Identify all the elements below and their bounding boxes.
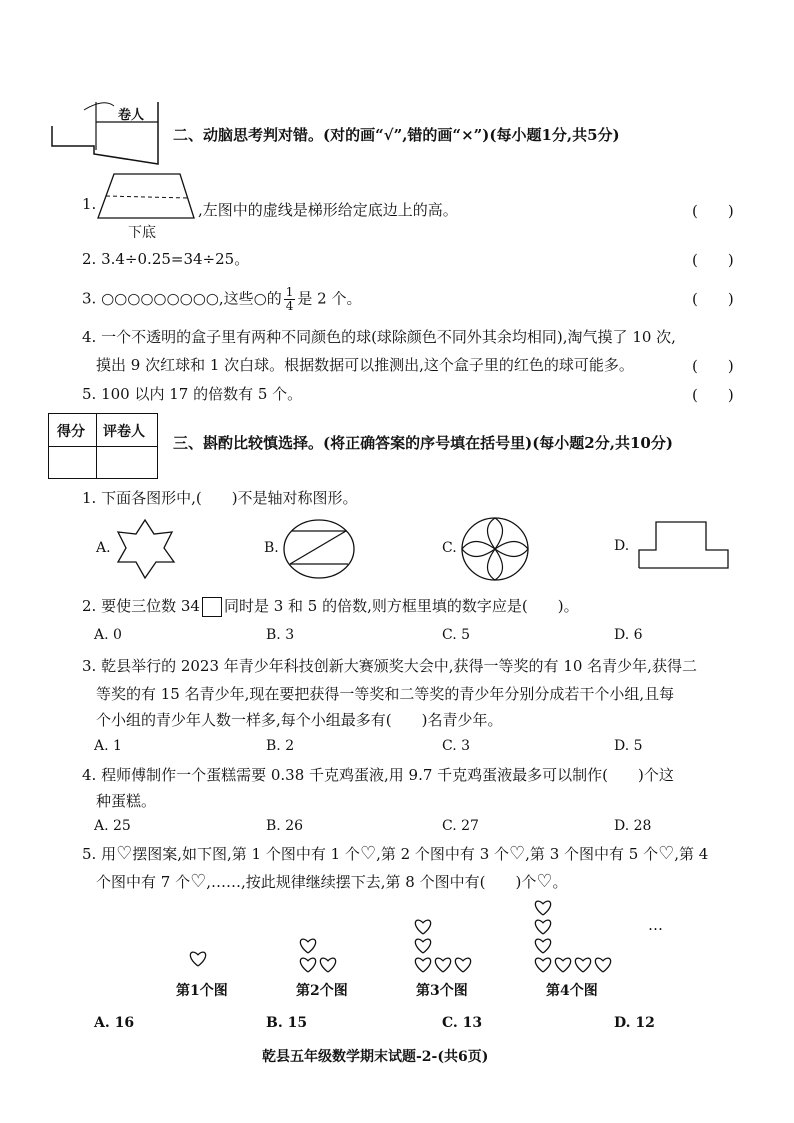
s3q4-line2: 种蛋糕。	[96, 792, 157, 810]
trapezoid-caption: 下底	[128, 225, 156, 241]
page-footer: 乾县五年级数学期末试题-2-(共6页)	[262, 1049, 489, 1065]
heart-icon: ♡	[658, 843, 675, 864]
heart-icon	[455, 958, 470, 972]
heart-icon: ♡	[509, 843, 526, 864]
section3-title: 三、斟酌比较慎选择。(将正确答案的序号填在括号里)(每小题2分,共10分)	[173, 434, 673, 452]
s3q1-opt-a: A.	[96, 540, 111, 556]
q3-frac-den: 4	[285, 299, 294, 313]
q3-answer-paren[interactable]: ( )	[692, 290, 734, 308]
heart-icon	[190, 952, 205, 966]
q3-frac-num: 1	[285, 285, 294, 299]
s3q5-l1c: ,第 2 个图中有 3 个	[376, 845, 510, 863]
s3q5-opt-c: C. 13	[442, 1015, 483, 1031]
s3q3-opt-c: C. 3	[442, 738, 471, 754]
heart-icon	[535, 958, 550, 972]
s3q1-opt-d: D.	[614, 538, 630, 554]
heart-icon	[415, 939, 430, 953]
q1-text: ,左图中的虚线是梯形给定底边上的高。	[198, 201, 458, 219]
pattern-label-2: 第2个图	[296, 983, 348, 999]
grader-header: 评卷人	[103, 424, 145, 440]
s3q3-opt-a: A. 1	[94, 738, 122, 754]
q3-suffix: 是 2 个。	[297, 289, 362, 308]
s3q2-opt-d: D. 6	[614, 627, 643, 643]
heart-icon	[575, 958, 590, 972]
s3q1-text: 1. 下面各图形中,( )不是轴对称图形。	[82, 489, 358, 507]
q5-text: 5. 100 以内 17 的倍数有 5 个。	[82, 385, 303, 403]
s3q2-opt-a: A. 0	[94, 627, 122, 643]
heart-icon	[300, 958, 315, 972]
heart-icon	[415, 958, 430, 972]
pattern-label-1: 第1个图	[176, 983, 228, 999]
s3q4-line1: 4. 程师傅制作一个蛋糕需要 0.38 千克鸡蛋液,用 9.7 千克鸡蛋液最多可以制作( )个这	[82, 766, 674, 784]
s3q3-opt-b: B. 2	[266, 738, 295, 754]
score-label: 得分	[57, 424, 85, 440]
s3q5-opt-b: B. 15	[266, 1015, 308, 1031]
q4-line1: 4. 一个不透明的盒子里有两种不同颜色的球(球除颜色不同外其余均相同),淘气摸了 10 次,	[82, 328, 676, 346]
heart-icon	[300, 939, 315, 953]
s3q2-suffix: 同时是 3 和 5 的倍数,则方框里填的数字应是( )。	[223, 597, 579, 615]
q1-number: 1.	[82, 195, 97, 213]
heart-icon	[595, 958, 610, 972]
heart-icon	[320, 958, 335, 972]
s3q5-l1d: ,第 3 个图中有 5 个	[525, 845, 659, 863]
s3q5-l2b: ,……,按此规律继续摆下去,第 8 个图中有( )个	[206, 873, 537, 891]
grader-label: 卷人	[118, 108, 145, 123]
s3q5-l2c: 。	[552, 873, 568, 891]
q1-answer-paren[interactable]: ( )	[692, 202, 734, 220]
s3q3-line3: 个小组的青少年人数一样多,每个小组最多有( )名青少年。	[96, 711, 503, 729]
s3q3-line2: 等奖的有 15 名青少年,现在要把获得一等奖和二等奖的青少年分别分成若干个小组,且每	[96, 685, 675, 703]
s3q5-l1a: 5. 用	[82, 845, 117, 863]
s3q5-l1e: ,第 4	[674, 845, 709, 863]
s3q3-line1: 3. 乾县举行的 2023 年青少年科技创新大赛颁奖大会中,获得一等奖的有 10 名青少年,获得二	[82, 657, 697, 675]
s3q1-opt-b: B.	[264, 540, 279, 556]
pattern-ellipsis: …	[648, 916, 663, 934]
heart-icon	[535, 920, 550, 934]
s3q2-opt-b: B. 3	[266, 627, 295, 643]
s3q5-opt-d: D. 12	[614, 1015, 655, 1031]
s3q5-opt-a: A. 16	[94, 1015, 135, 1031]
s3q4-opt-c: C. 27	[442, 818, 479, 834]
s3q4-opt-d: D. 28	[614, 818, 652, 834]
q5-answer-paren[interactable]: ( )	[692, 386, 734, 404]
heart-icon: ♡	[116, 843, 133, 864]
s3q5-l1b: 摆图案,如下图,第 1 个图中有 1 个	[132, 845, 360, 863]
q2-text: 2. 3.4÷0.25=34÷25。	[82, 250, 250, 268]
s3q2-prefix: 2. 要使三位数 34	[82, 597, 200, 615]
s3q4-opt-a: A. 25	[94, 818, 131, 834]
heart-icon	[415, 920, 430, 934]
heart-icon: ♡	[536, 871, 553, 892]
q3-prefix: 3. ○○○○○○○○○,这些○的	[82, 289, 282, 308]
pattern-label-3: 第3个图	[416, 983, 468, 999]
heart-icon: ♡	[190, 871, 207, 892]
heart-icon	[555, 958, 570, 972]
heart-icon	[535, 939, 550, 953]
s3q1-opt-c: C.	[442, 540, 457, 556]
pattern-label-4: 第4个图	[546, 983, 598, 999]
heart-icon: ♡	[359, 843, 377, 864]
q4-line2: 摸出 9 次红球和 1 次白球。根据数据可以推测出,这个盒子里的红色的球可能多。	[96, 356, 634, 374]
heart-icon	[535, 901, 550, 915]
q2-answer-paren[interactable]: ( )	[692, 251, 734, 269]
section2-title: 二、动脑思考判对错。(对的画“√”,错的画“×”)(每小题1分,共5分)	[173, 126, 620, 144]
s3q3-opt-d: D. 5	[614, 738, 643, 754]
s3q4-opt-b: B. 26	[266, 818, 304, 834]
s3q2-opt-c: C. 5	[442, 627, 471, 643]
s3q5-l2a: 个图中有 7 个	[96, 873, 191, 891]
heart-icon	[435, 958, 450, 972]
q4-answer-paren[interactable]: ( )	[692, 357, 734, 375]
